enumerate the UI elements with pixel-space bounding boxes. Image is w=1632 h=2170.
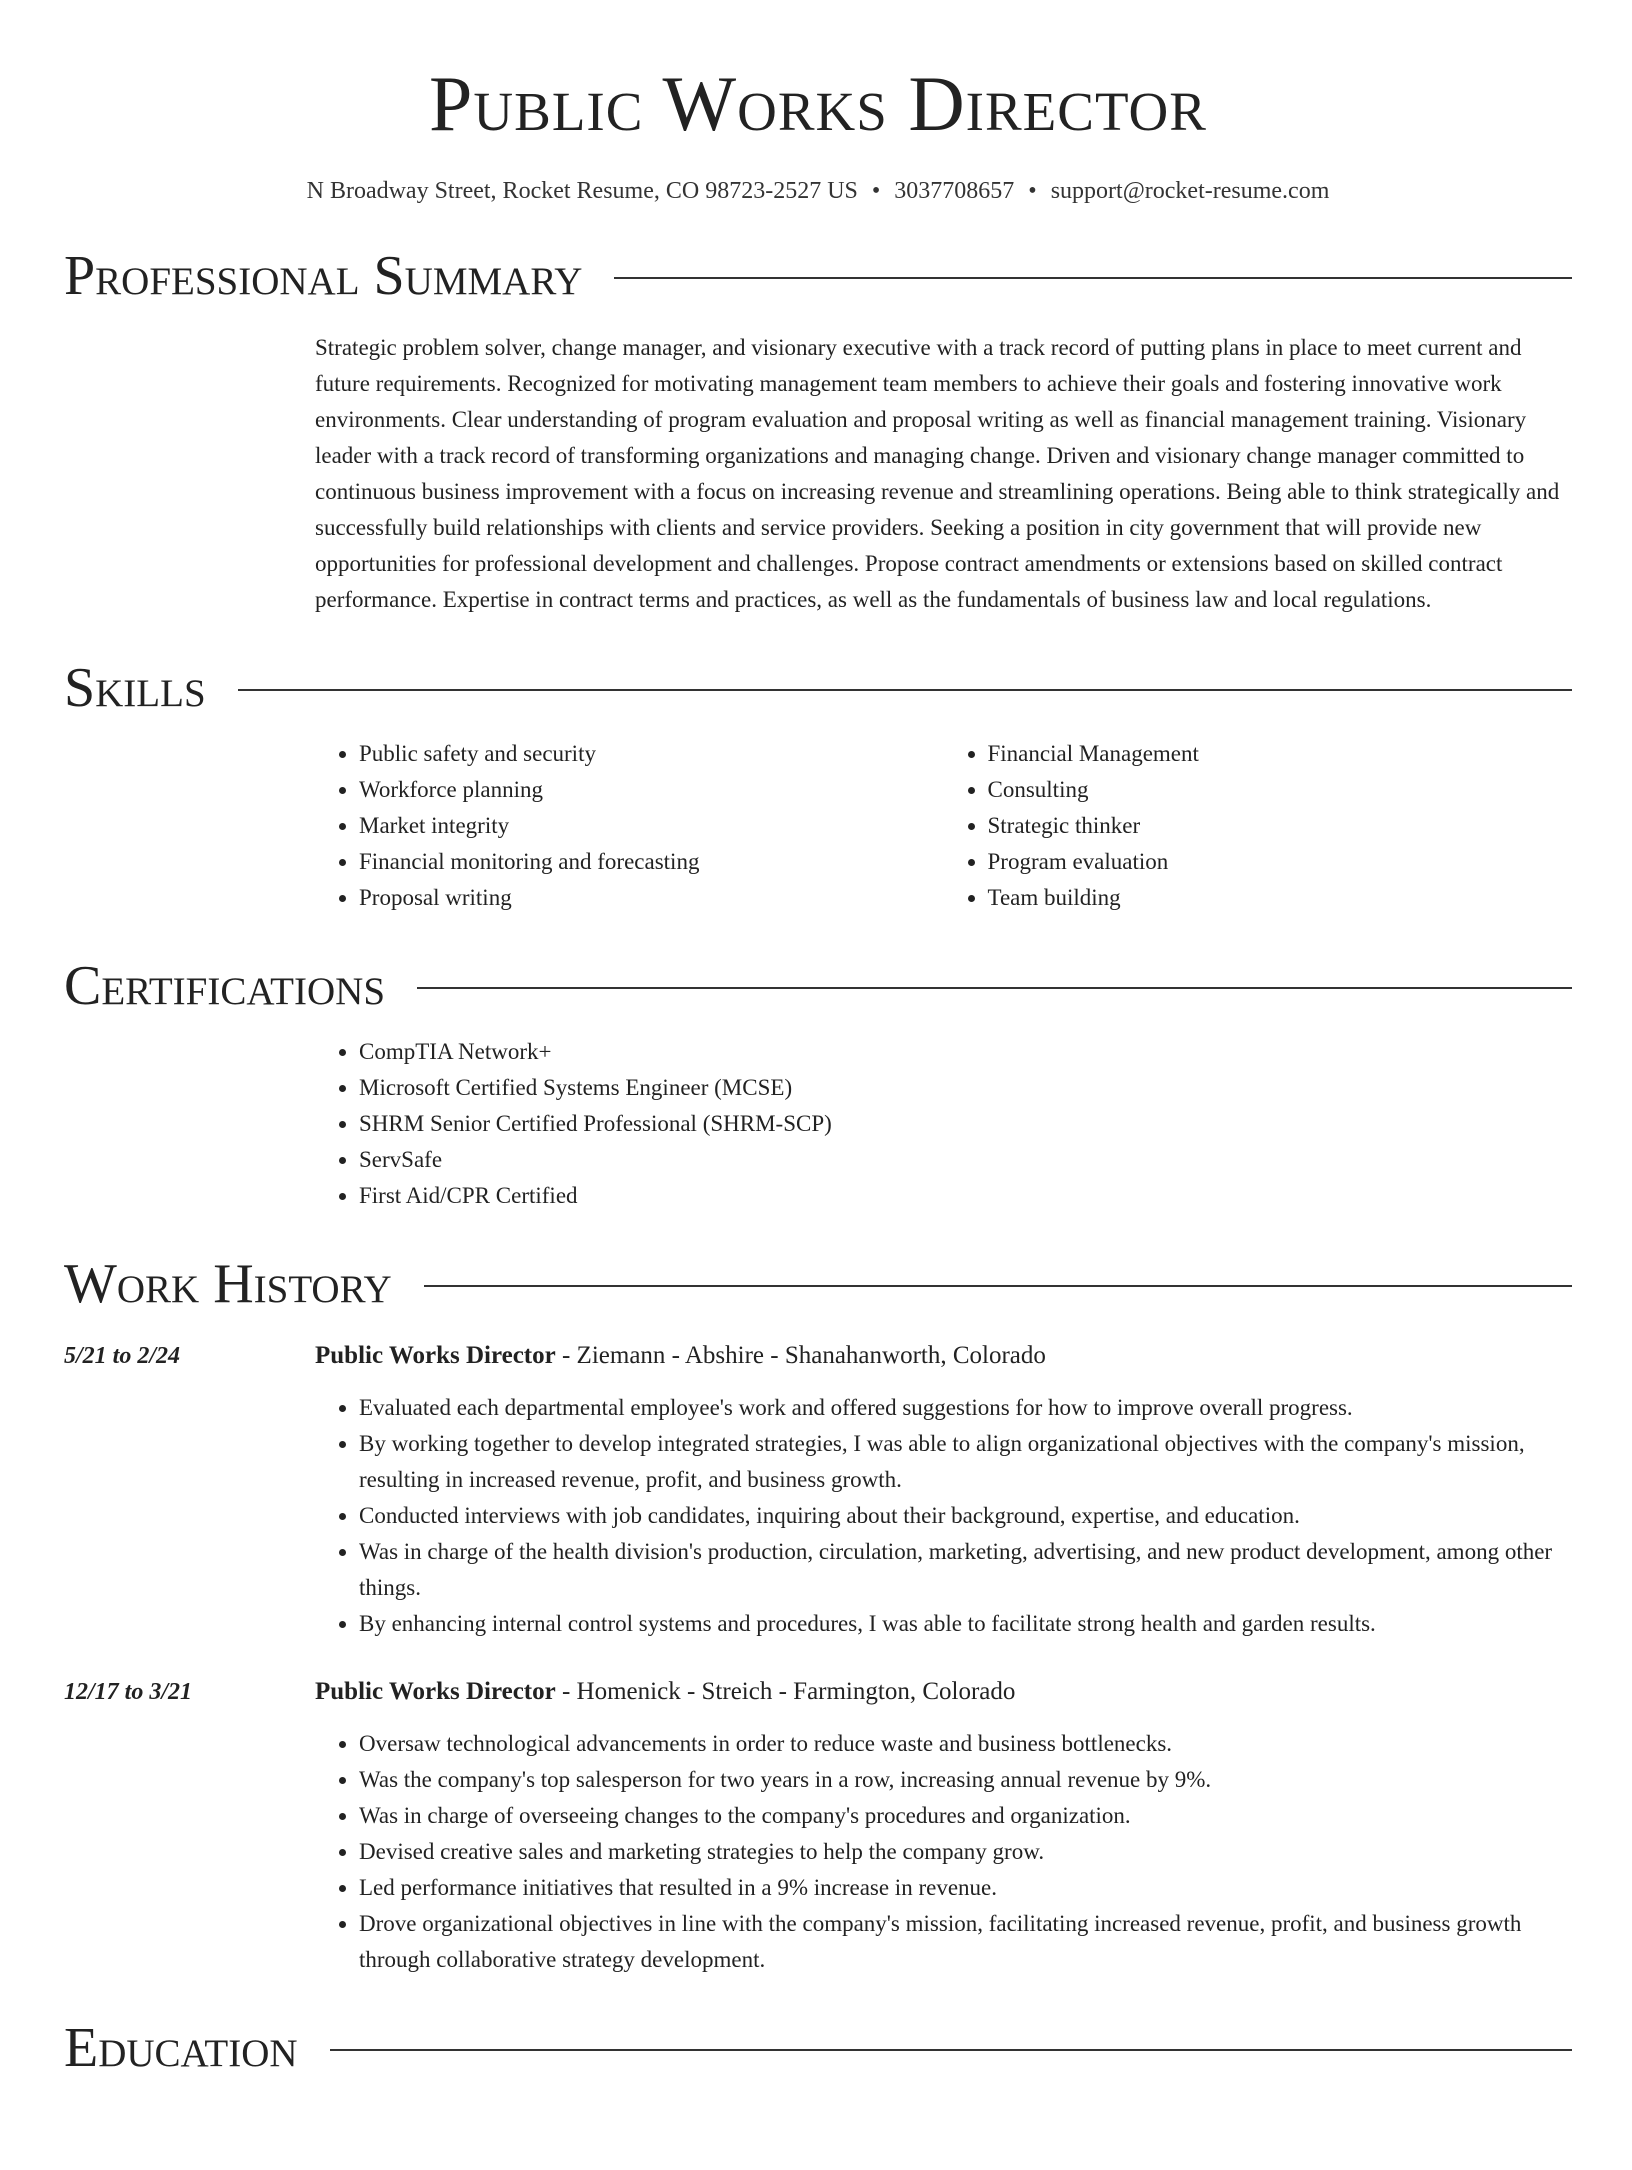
job-title-line: [315, 1674, 1572, 1710]
skill-item: • Financial Management: [988, 736, 1573, 772]
certifications-section-header: [64, 954, 1572, 1018]
job-dates: 12/17 to 3/21: [64, 1679, 193, 1705]
job-bullet: • Was in charge of the health division's production, circulation, marketing, advertising, and new product development, among other things.: [359, 1534, 1572, 1606]
section-divider: [330, 2049, 1572, 2051]
summary-heading: Professional Summary: [64, 245, 583, 307]
job-title-line: [315, 1338, 1572, 1374]
certification-item: • ServSafe: [359, 1142, 1572, 1178]
skill-item: • Team building: [988, 880, 1573, 916]
certifications-list: [315, 1034, 1572, 1214]
summary-text: Strategic problem solver, change manager, and visionary executive with a track record of putting plans in place to meet current and future requirements. Recognized for motivating management team members to achieve their goals and fostering innovative work environments. Clear understanding of program evaluation and proposal writing as well as financial management training. Visionary leader with a track record of transforming organizations and managing change. Driven and visionary change manager committed to continuous business improvement with a focus on increasing revenue and streamlining operations. Being able to think strategically and successfully build relationships with clients and service providers. Seeking a position in city government that will provide new opportunities for professional development and challenges. Propose contract amendments or extensions based on skilled contract performance. Expertise in contract terms and practices, as well as the fundamentals of business law and local regulations.: [315, 335, 1560, 612]
skill-item: • Strategic thinker: [988, 808, 1573, 844]
contact-phone: 3037708657: [894, 178, 1015, 204]
section-divider: [417, 987, 1572, 989]
job-bullet: • Devised creative sales and marketing strategies to help the company grow.: [359, 1834, 1572, 1870]
skill-item: • Market integrity: [359, 808, 944, 844]
skill-item: • Proposal writing: [359, 880, 944, 916]
job-bullet: • Drove organizational objectives in line with the company's mission, facilitating increased revenue, profit, and business growth through collaborative strategy development.: [359, 1906, 1572, 1978]
skills-heading: Skills: [64, 657, 206, 719]
job-details: [315, 1674, 1572, 1978]
certification-item: • SHRM Senior Certified Professional (SHRM-SCP): [359, 1106, 1572, 1142]
job-entry: [64, 1674, 1572, 1978]
skills-section-header: [64, 656, 1572, 720]
section-divider: [238, 689, 1572, 691]
contact-separator: •: [871, 178, 881, 204]
job-bullets: [315, 1390, 1572, 1642]
job-bullet: • Was in charge of overseeing changes to the company's procedures and organization.: [359, 1798, 1572, 1834]
certification-item: • Microsoft Certified Systems Engineer (MCSE): [359, 1070, 1572, 1106]
skill-item: • Consulting: [988, 772, 1573, 808]
job-title: Public Works Director: [315, 1342, 556, 1369]
job-bullet: • Evaluated each departmental employee's work and offered suggestions for how to improve overall progress.: [359, 1390, 1572, 1426]
job-dates: 5/21 to 2/24: [64, 1343, 181, 1369]
job-bullets: [315, 1726, 1572, 1978]
education-heading: Education: [64, 2017, 298, 2079]
job-bullet: • Led performance initiatives that resulted in a 9% increase in revenue.: [359, 1870, 1572, 1906]
work-history-heading: Work History: [64, 1253, 392, 1315]
skill-item: • Workforce planning: [359, 772, 944, 808]
contact-line: [64, 176, 1572, 206]
section-divider: [424, 1285, 1572, 1287]
resume-page: [0, 58, 1632, 2170]
job-company: - Homenick - Streich - Farmington, Colorado: [555, 1678, 1016, 1705]
job-company: - Ziemann - Abshire - Shanahanworth, Colorado: [555, 1342, 1046, 1369]
skill-item: • Financial monitoring and forecasting: [359, 844, 944, 880]
skill-item: • Public safety and security: [359, 736, 944, 772]
job-bullet: • Oversaw technological advancements in order to reduce waste and business bottlenecks.: [359, 1726, 1572, 1762]
certification-item: • First Aid/CPR Certified: [359, 1178, 1572, 1214]
contact-separator: •: [1028, 178, 1037, 204]
work-history-section-header: [64, 1252, 1572, 1316]
skills-column-left: [315, 736, 944, 916]
certifications-heading: Certifications: [64, 955, 386, 1017]
summary-section-header: [64, 244, 1572, 308]
job-bullet: • Was the company's top salesperson for two years in a row, increasing annual revenue by 9%.: [359, 1762, 1572, 1798]
job-entry: [64, 1338, 1572, 1642]
education-section-header: [64, 2016, 1572, 2080]
skills-column-right: [944, 736, 1573, 916]
job-bullet: • By working together to develop integrated strategies, I was able to align organizational objectives with the company's mission, resulting in increased revenue, profit, and business growth.: [359, 1426, 1572, 1498]
skills-list: [315, 736, 1572, 916]
job-bullet: • Conducted interviews with job candidates, inquiring about their background, expertise, and education.: [359, 1498, 1572, 1534]
contact-email: support@rocket-resume.com: [1050, 178, 1330, 204]
skill-item: • Program evaluation: [988, 844, 1573, 880]
candidate-name: Public Works Director: [429, 60, 1207, 147]
section-divider: [614, 277, 1572, 279]
job-title: Public Works Director: [315, 1678, 556, 1705]
job-details: [315, 1338, 1572, 1642]
contact-address: N Broadway Street, Rocket Resume, CO 98723-2527 US: [306, 178, 858, 204]
certification-item: • CompTIA Network+: [359, 1034, 1572, 1070]
job-bullet: • By enhancing internal control systems and procedures, I was able to facilitate strong health and garden results.: [359, 1606, 1572, 1642]
